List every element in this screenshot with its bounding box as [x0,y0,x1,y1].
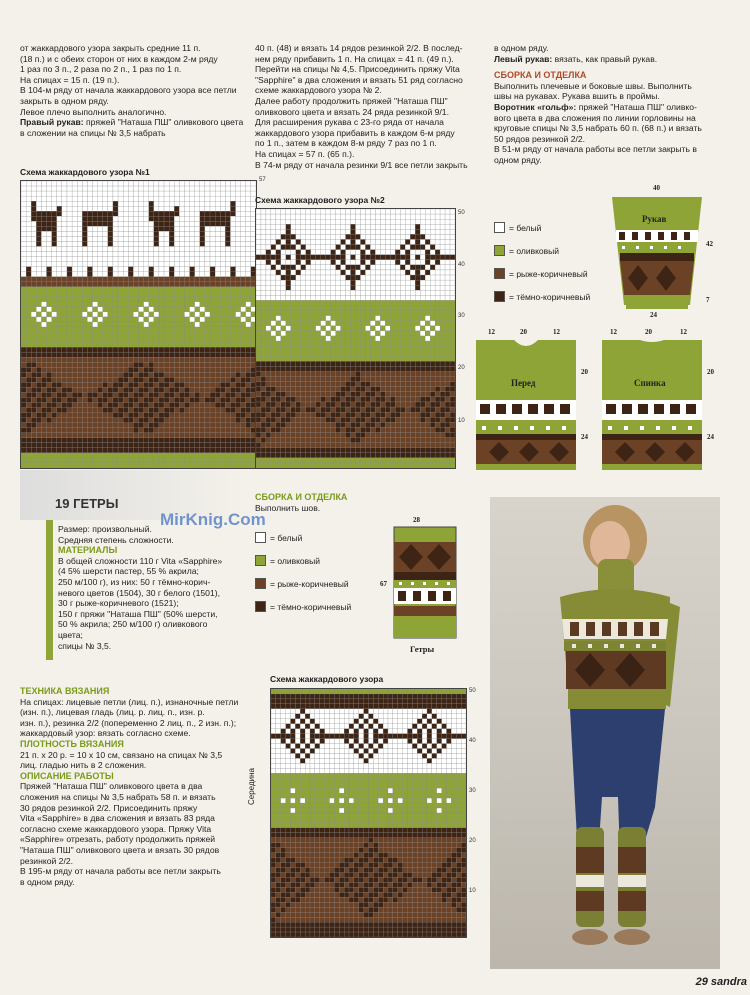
chart3 [270,688,467,938]
chart1-title: Схема жаккардового узора №1 [20,167,150,177]
back-schematic [600,338,704,471]
chart2-tick: 20 [458,365,465,371]
chart2-tick: 30 [458,313,465,319]
back-label: Спинка [634,378,666,388]
gaiter-label: Гетры [410,644,435,654]
swatch-olive [255,555,266,566]
back-dim-2: 20 [645,328,652,336]
swatch-dark [494,291,505,302]
col1-text: от жаккардового узора закрыть средние 11 п. (18 п.) и с обеих сторон от них в каждом 2-м ряду 1 раз по 3 п., 2 раза по 2 п., 1 раз по 1 п. На спицах = 15 п. (19 п.). В 104-м ряду от начала жаккардового узора все петли закрыть в одном ряду. Левое плечо выполнить аналогично. Правый рукав: пряжей "Наташа ПШ" оливкового цвета в сложении на спицы № 3,5 набрать [20,43,244,138]
sleeve-label: Рукав [642,214,667,224]
section19-text: Размер: произвольный. Средняя степень сложности. МАТЕРИАЛЫ В общей сложности 110 г Vita «Sapphire» (4 5% шерсти пастер, 55 % акрила; 250 м/100 г), из них: 50 г тёмно-корич- невого цветов (1504), 30 г белого (1501), 30 г рыже-коричневого (1521); 150 г пряжи "Наташа ПШ" (50% шерсти, 50 % акрила; 250 м/100 г) оливкового цвета; спицы № 3,5. [58,524,223,651]
chart3-tick: 30 [469,788,476,794]
gaiter-schematic [393,526,457,639]
chart3-tick: 10 [469,888,476,894]
accent-bar [46,520,53,660]
front-dim-b: 24 [581,433,588,441]
swatch-olive [494,245,505,256]
chart2-tick: 50 [458,210,465,216]
chart2 [255,208,456,469]
section-title: 19 ГЕТРЫ [55,496,119,511]
swatch-rust [494,268,505,279]
chart3-title: Схема жаккардового узора [270,674,384,684]
swatch-white [255,532,266,543]
front-dim-2: 20 [520,328,527,336]
watermark: MirKnig.Com [160,510,266,529]
front-label: Перед [511,378,536,388]
front-schematic [474,338,578,471]
sleeve-dim-bottom: 24 [650,311,657,319]
chart3-tick: 50 [469,688,476,694]
col3-text: в одном ряду. Левый рукав: вязать, как правый рукав. СБОРКА И ОТДЕЛКА Выполнить плечевые и боковые швы. Выполнить швы на рукавах. Рукава вшить в проймы. Воротник «гольф»: пряжей "Наташа ПШ" оливко- вого цвета в два сложения по линии горловины на круговые спицы № 3,5 набрать 60 п. (68 п.) и вязать 50 рядов резинкой 2/2. В 51-м ряду от начала работы все петли закрыть в одном ряду. [494,43,702,165]
chart2-tick: 40 [458,262,465,268]
gaiter-dim-w: 28 [413,516,420,524]
legend-top: = белый = оливковый = рыже-коричневый = тёмно-коричневый [494,216,590,308]
sleeve-dim-top: 40 [653,184,660,192]
chart1-tick: 57 [259,177,266,183]
gaiter-dim-h: 67 [380,580,387,588]
back-dim-b: 24 [707,433,714,441]
front-dim-1: 12 [488,328,495,336]
chart3-tick: 20 [469,838,476,844]
sleeve-dim-cuff: 7 [706,296,710,304]
back-dim-1: 12 [610,328,617,336]
page-number: 29 sandra [695,976,747,988]
chart2-tick: 10 [458,418,465,424]
chart3-tick: 40 [469,738,476,744]
swatch-rust [255,578,266,589]
legend-bottom: = белый = оливковый = рыже-коричневый = тёмно-коричневый [255,526,351,618]
front-dim-h: 20 [581,368,588,376]
chart2-title: Схема жаккардового узора №2 [255,195,385,205]
model-photo [490,497,720,969]
chart1 [20,180,257,469]
assembly2-text: СБОРКА И ОТДЕЛКА Выполнить шов. [255,492,348,513]
swatch-dark [255,601,266,612]
col2-text: 40 п. (48) и вязать 14 рядов резинкой 2/2. В послед- нем ряду прибавить 1 п. На спицах = 41 п. (49 п.). Перейти на спицы № 4,5. Присоединить пряжу Vita "Sapphire" в два сложения и вязать 51 ряд согласно схеме жаккардового узора № 2. Далее работу продолжить пряжей "Наташа ПШ" оливкового цвета и вязать 24 ряда резинкой 9/1. Для расширения рукава с 23-го ряда от начала жаккардового узора прибавить в каждом 6-м ряду по 1 п., затем в каждом 8-м ряду 7 раз по 1 п. На спицах = 57 п. (65 п.). В 74-м ряду от начала резинки 9/1 все петли закрыть [255,43,468,170]
sleeve-dim-height: 42 [706,240,713,248]
back-dim-3: 12 [680,328,687,336]
front-dim-3: 12 [553,328,560,336]
back-dim-h: 20 [707,368,714,376]
seredina-label: Середина [247,768,256,805]
section19-text-lower: ТЕХНИКА ВЯЗАНИЯ На спицах: лицевые петли (лиц. п.), изнаночные петли (изн. п.), лицевая гладь (лиц. р. лиц. п., изн. р. изн. п.), резинка 2/2 (попеременно 2 лиц. п., 2 изн. п.); жаккардовый узор: вязать согласно схеме. ПЛОТНОСТЬ ВЯЗАНИЯ 21 п. х 20 р. = 10 х 10 см, связано на спицах № 3,5 лиц. гладью нить в 2 сложения. ОПИСАНИЕ РАБОТЫ Пряжей "Наташа ПШ" оливкового цвета в два сложения на спицы № 3,5 набрать 58 п. и вязать 30 рядов резинкой 2/2. Присоединить пряжу Vita «Sapphire» в два сложения и вязать 83 ряда согласно схеме жаккардового узора. Пряжу Vita «Sapphire» отрезать, работу продолжить пряжей "Наташа ПШ" оливкового цвета и вязать 30 рядов резинкой 2/2. В 195-м ряду от начала работы все петли закрыть в одном ряду. [20,686,239,887]
swatch-white [494,222,505,233]
